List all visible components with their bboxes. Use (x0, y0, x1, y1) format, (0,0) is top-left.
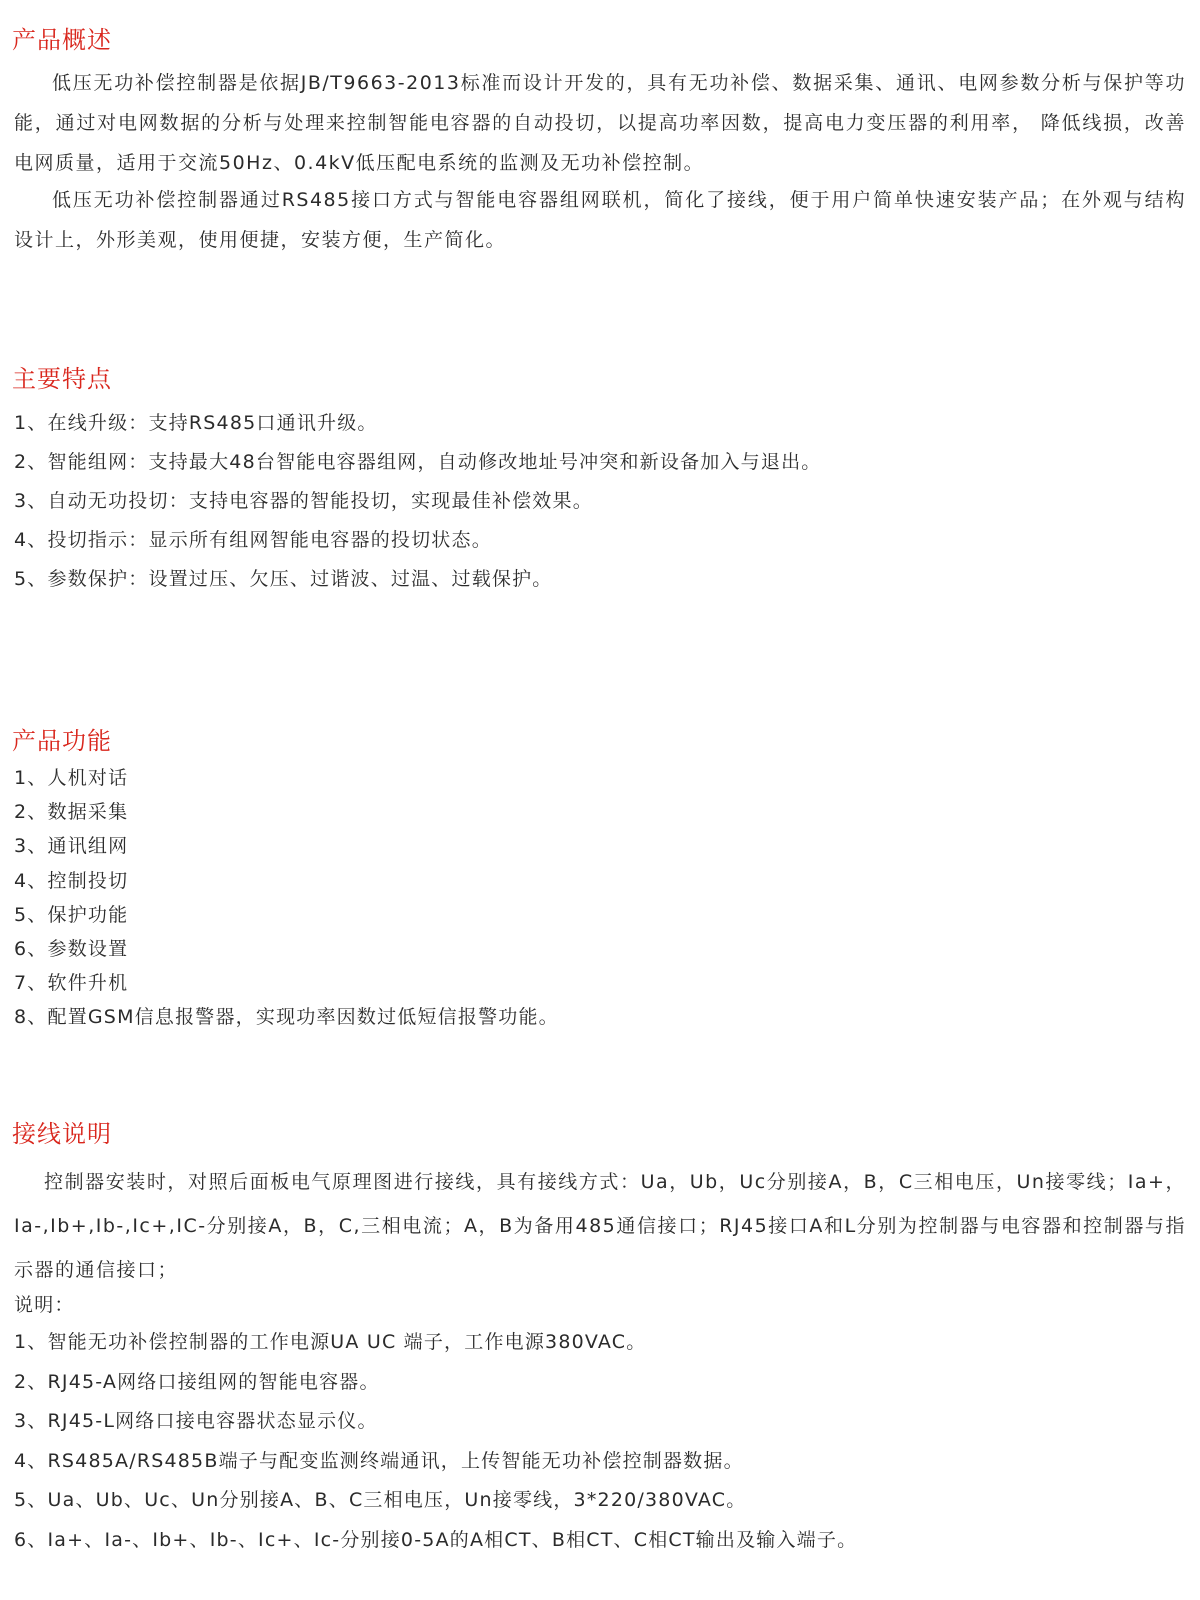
function-item: 4、控制投切 (14, 869, 129, 892)
function-item: 2、数据采集 (14, 801, 129, 824)
functions-list (14, 761, 559, 1035)
wiring-note-item: 3、RJ45-L网络口接电容器状态显示仪。 (14, 1410, 378, 1433)
feature-item: 4、投切指示：显示所有组网智能电容器的投切状态。 (14, 529, 492, 551)
features-heading: 主要特点 (12, 365, 112, 393)
function-item: 3、通讯组网 (14, 835, 129, 858)
wiring-heading: 接线说明 (12, 1120, 112, 1148)
function-item: 1、人机对话 (14, 767, 129, 789)
wiring-note-item: 4、RS485A/RS485B端子与配变监测终端通讯，上传智能无功补偿控制器数据。 (14, 1449, 744, 1472)
wiring-paragraph: 控制器安装时，对照后面板电气原理图进行接线，具有接线方式：Ua，Ub，Uc分别接A，B，C三相电压，Un接零线；Ia+，Ia-,Ib+,Ib-,Ic+,IC-分别接A，B，C,三相电流；A，B为备用485通信接口；RJ45接口A和L分别为控制器与电容器和控制器与指示器的通信接口； (14, 1171, 1186, 1281)
feature-item: 1、在线升级：支持RS485口通讯升级。 (14, 412, 378, 434)
wiring-note-item: 1、智能无功补偿控制器的工作电源UA UC 端子，工作电源380VAC。 (14, 1331, 647, 1353)
functions-heading: 产品功能 (12, 727, 112, 755)
function-item: 7、软件升机 (14, 972, 129, 995)
overview-heading: 产品概述 (12, 26, 112, 54)
feature-item: 2、智能组网：支持最大48台智能电容器组网，自动修改地址号冲突和新设备加入与退出。 (14, 451, 822, 473)
features-list (14, 404, 821, 599)
overview-paragraph-1: 低压无功补偿控制器是依据JB/T9663-2013标准而设计开发的，具有无功补偿、数据采集、通讯、电网参数分析与保护等功能，通过对电网数据的分析与处理来控制智能电容器的自动投切，以提高功率因数，提高电力变压器的利用率， 降低线损，改善电网质量，适用于交流50Hz、0.4kV低压配电系统的监测及无功补偿控制。 (14, 72, 1186, 174)
wiring-note-item: 6、Ia+、Ia-、Ib+、Ib-、Ic+、Ic-分别接0-5A的A相CT、B相CT、C相CT输出及输入端子。 (14, 1528, 858, 1551)
feature-item: 3、自动无功投切：支持电容器的智能投切，实现最佳补偿效果。 (14, 490, 593, 512)
wiring-note-label: 说明： (14, 1294, 75, 1316)
function-item: 6、参数设置 (14, 938, 129, 961)
wiring-note-item: 5、Ua、Ub、Uc、Un分别接A、B、C三相电压，Un接零线，3*220/380VAC。 (14, 1489, 747, 1512)
overview-paragraph-2: 低压无功补偿控制器通过RS485接口方式与智能电容器组网联机，简化了接线，便于用户简单快速安装产品；在外观与结构设计上，外形美观，使用便捷，安装方便，生产简化。 (14, 189, 1186, 251)
function-item: 8、配置GSM信息报警器，实现功率因数过低短信报警功能。 (14, 1006, 559, 1029)
feature-item: 5、参数保护：设置过压、欠压、过谐波、过温、过载保护。 (14, 568, 553, 590)
function-item: 5、保护功能 (14, 903, 129, 926)
wiring-notes-list (14, 1323, 857, 1561)
wiring-note-item: 2、RJ45-A网络口接组网的智能电容器。 (14, 1370, 380, 1393)
